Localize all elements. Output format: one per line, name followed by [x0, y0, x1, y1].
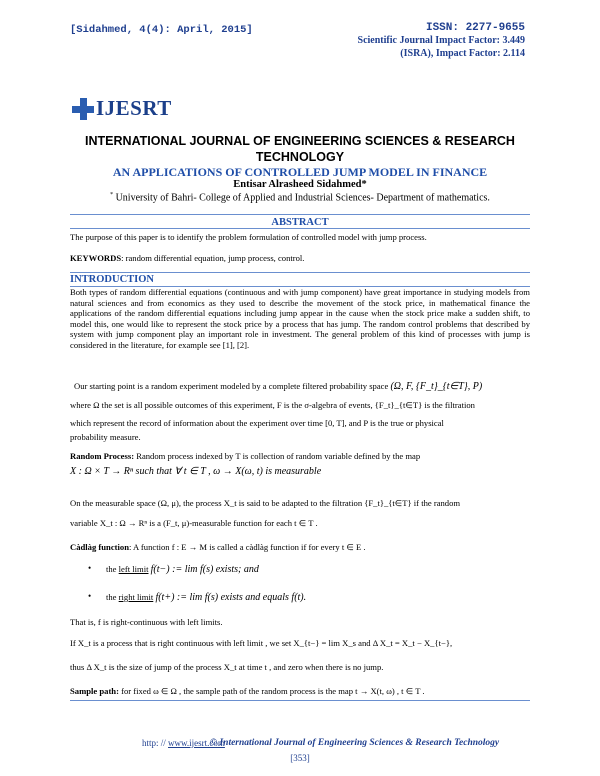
intro-paragraph-2-line1: Our starting point is a random experiment modeled by a complete filtered probability space (Ω, F, {F_t}_{t∈T}, P)	[74, 381, 483, 392]
sample-path-definition: Sample path: for fixed ω ∈ Ω , the sample path of the random process is the map t → X(t, ω) , t ∈ T .	[70, 686, 425, 696]
keywords: KEYWORDS: random differential equation, jump process, control.	[70, 253, 305, 263]
jump-definition-line2: thus Δ X_t is the size of jump of the process X_t at time t , and zero when there is no jump.	[70, 662, 384, 672]
abstract-heading: ABSTRACT	[271, 217, 329, 228]
bullet-dot: •	[88, 563, 92, 573]
divider	[70, 272, 530, 273]
probability-space-math: (Ω, F, {F_t}_{t∈T}, P)	[390, 381, 483, 392]
plus-cross-icon	[72, 98, 94, 120]
left-limit-item: the left limit f(t−) := lim f(s) exists; and	[106, 564, 259, 575]
cadlag-definition: Càdlàg function: A function f : E → M is called a càdlàg function if for every t ∈ E .	[70, 542, 366, 552]
adapted-process-line2: variable X_t : Ω → Rⁿ is a (F_t, μ)-measurable function for each t ∈ T .	[70, 518, 318, 528]
paper-title: AN APPLICATIONS OF CONTROLLED JUMP MODEL IN FINANCE	[112, 165, 488, 179]
intro-paragraph-2-line2: where Ω the set is all possible outcomes of this experiment, F is the σ-algebra of events, {F_t}_{t∈T} is the filtration	[70, 400, 475, 410]
footer-copyright: © International Journal of Engineering Sciences & Research Technology	[210, 738, 500, 748]
impact-factor-2: (ISRA), Impact Factor: 2.114	[400, 48, 525, 59]
affiliation: * University of Bahri- College of Applied and Industrial Sciences- Department of mathematics.	[110, 192, 490, 204]
footer-url[interactable]: http: // www.ijesrt.com	[142, 738, 225, 748]
right-continuous-statement: That is, f is right-continuous with left limits.	[70, 617, 223, 627]
intro-paragraph-1: Both types of random differential equations (continuous and with jump component) have great importance in studying models from natural sciences and from economics as they used to describe the movement of the stock price, in mathematical finance the applications of the random differential equations including jump appear in the cause when the stock price make a sudden shift, to model this, one would like to represent the stock price by a process that has jump. The random control problems that described by system with jump component play an important role in investment. The general problem of this kind of processes with jump is considered in the literature, for example see [1], [2].	[70, 287, 530, 350]
abstract-text: The purpose of this paper is to identify the problem formulation of controlled model with jump process.	[70, 232, 427, 242]
divider	[70, 228, 530, 229]
right-limit-item: the right limit f(t+) := lim f(s) exists and equals f(t).	[106, 592, 307, 603]
divider	[70, 700, 530, 701]
logo-text: IJESRT	[96, 96, 172, 120]
bullet-dot: •	[88, 591, 92, 601]
citation-header: [Sidahmed, 4(4): April, 2015]	[70, 24, 253, 36]
adapted-process-line1: On the measurable space (Ω, μ), the process X_t is said to be adapted to the filtration {F_t}_{t∈T} if the random	[70, 498, 461, 508]
jump-definition-line1: If X_t is a process that is right continuous with left limit , we set X_{t−} = lim X_s and Δ X_t = X_t − X_{t−},	[70, 638, 453, 648]
introduction-heading: INTRODUCTION	[70, 274, 155, 285]
issn: ISSN: 2277-9655	[425, 22, 525, 34]
journal-name: INTERNATIONAL JOURNAL OF ENGINEERING SCIENCES & RESEARCH TECHNOLOGY	[85, 134, 515, 164]
random-process-math: X : Ω × T → Rⁿ such that ∀ t ∈ T , ω → X(ω, t) is measurable	[70, 466, 322, 477]
journal-metrics	[358, 22, 525, 60]
page-number: [353]	[290, 753, 310, 763]
journal-logo	[72, 96, 172, 121]
intro-paragraph-2-line4: probability measure.	[70, 432, 141, 442]
impact-factor-1: Scientific Journal Impact Factor: 3.449	[357, 35, 525, 46]
intro-paragraph-2-line3: which represent the record of information about the experiment over time [0, T], and P is the true or physical	[70, 418, 444, 428]
author: Entisar Alrasheed Sidahmed*	[233, 179, 367, 190]
divider	[70, 214, 530, 215]
random-process-definition: Random Process: Random process indexed by T is collection of random variable defined by the map	[70, 451, 421, 461]
